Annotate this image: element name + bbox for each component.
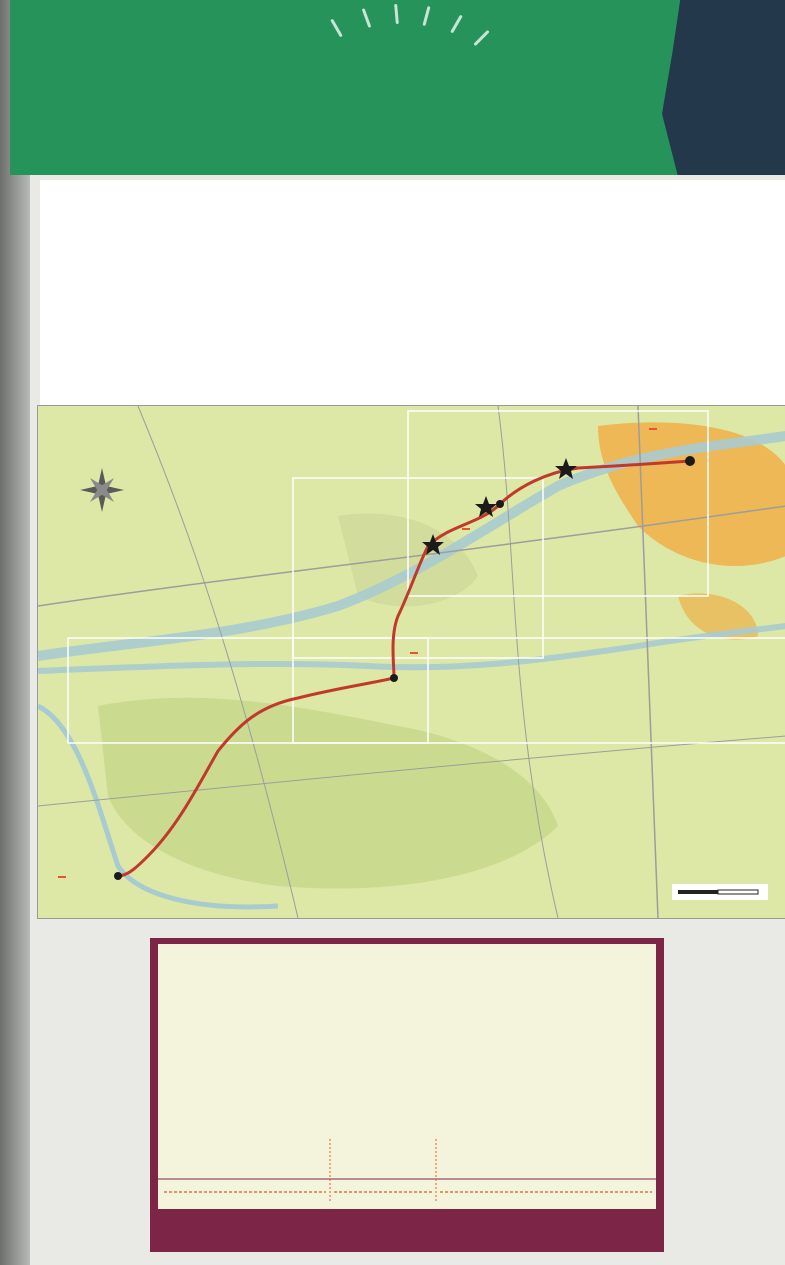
stage-label-azay xyxy=(410,652,418,654)
intro-block xyxy=(40,180,785,405)
elevation-svg xyxy=(158,944,656,1209)
page-spine xyxy=(0,0,30,1265)
stage-label-chinon xyxy=(58,876,66,878)
stage-label-villandry xyxy=(462,528,470,530)
map-svg xyxy=(38,406,785,918)
day-bar xyxy=(158,1214,656,1248)
elevation-chart-area xyxy=(158,944,656,1209)
elevation-profile xyxy=(150,938,664,1252)
stage-label-tours xyxy=(649,428,657,430)
trail-info-tag xyxy=(662,0,785,175)
route-map xyxy=(37,405,785,919)
